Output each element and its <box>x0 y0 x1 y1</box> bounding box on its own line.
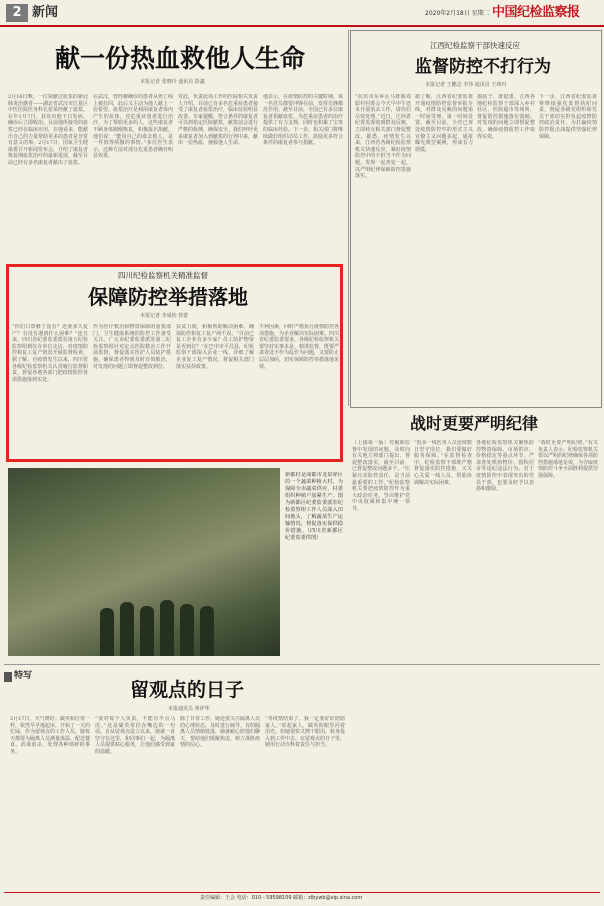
featured-byline: 本报记者 李成怡 侯蕾 <box>140 313 189 319</box>
right-story1-column-3: 摸底子、排隐患，江西各地纪检监察干部深入乡村社区、医院超市等场所，督促防控措施落实落细。对发现的问题立即督促整改，确保疫情防控工作取得实效。 <box>477 94 535 140</box>
photo-person <box>120 602 134 656</box>
right-story2-column-3: 各地纪检监察机关聚焦防控物资保障、市场供应、价格稳定等重点环节，严肃查处哄抬物价、囤积居奇等违纪违法行为。对于疫情防控中表现突出的党员干部，也要及时予以表扬和激励。 <box>476 440 534 493</box>
story1-column-2: 在武汉，曾经被确诊的患者从死亡线上被拉回，此后又主动为他人献上一份希望。血浆治疗是利用康复者体内产生的抗体，对危重症患者进行治疗。为了帮助更多的人，这些康复者不顾身体刚刚恢复，积极报名捐献，他们说：“能用自己的血去救人，是一件值得骄傲的事情。”多位医生表示，这种方法对部分危重患者确有明显效果。 <box>93 94 173 160</box>
footer-rule <box>4 892 600 893</box>
featured-kicker: 四川纪检监察机关精准监督 <box>118 271 208 280</box>
featured-column-3: 扶贫力度，积极帮助解决困难，确保防控和复工复产两不误。“目前已复工企业有多少家？员工防护物资是否到位？”在巴中市平昌县，纪检监察干部深入企业一线，详细了解企业复工复产情况，督促相关部门落实扶持政策。 <box>176 324 254 370</box>
right-story1-column-4: 下一步，江西省纪委监委将继续强化监督执纪问责，督促各级党组织和党员干部切实担负起疫情防控政治责任，为打赢疫情防控阻击战提供坚强纪律保障。 <box>539 94 597 140</box>
special-column-2: “要对每个人负责，不能有半点马虎。”这是碳英常挂在嘴边的一句话。自从留观点设立以来，她就一直坚守在这里，和同事们一起，为隔离人员提供贴心服务，让他们感受到家的温暖。 <box>95 716 175 755</box>
news-photo <box>8 468 280 656</box>
special-column-4: “等疫情结束了，我一定要好好陪陪家人。”说起家人，碳英的眼里闪着泪光。但她很快又擦干眼泪，转身投入到工作中去。在留观点的日子里，她用行动诠释着责任与担当。 <box>265 716 345 749</box>
right-story2-column-1: （上接第一版）对履职监督中发现的问题，及时向有关地方和部门提出，督促整改落实。截至目前，已督促整改问题多个。“压紧压实防控责任，是当前最重要的工作。”纪检监察机关要把疫情防控作为重大政治任务，坚决维护党中央权威和集中统一领导。 <box>352 440 410 512</box>
section-title: 新闻 <box>32 5 59 20</box>
special-column-1: 2月17日，天气晴好。碳英和往常一样，依然早早地起床，开始了一天的忙碌。作为留观点的工作人员，她每天都要为隔离人员测量体温、配送餐食、消毒消杀，处理各种琐碎的事务。 <box>10 716 90 755</box>
header-rule <box>0 25 604 27</box>
right-story1-column-1: “抗洪市东乡区马排镇邓聪村村委会今天早中午还未开展消杀工作，请你们尽快处理。”近日，江西省纪委监委收到群众反映，立即转交相关部门督促整改。据悉，疫情发生以来，江西省各级纪检监察机关快速反应，紧盯疫情防控中的不担当不作为问题，发现一起查处一起，以严明纪律保障防控措施落实。 <box>355 94 411 180</box>
right-story2-column-2: “很多一线医务人员连续数日坚守岗位，我们要做好服务保障。”在监督检查中，纪检监察干部既严格督促落实防控措施，又关心关爱一线人员，帮助协调解决实际困难。 <box>414 440 472 486</box>
special-tag-marker <box>4 672 12 682</box>
footer-info: 责任编辑：王会 电话：010－59598109 邮箱：zlbywb@vip.sina.com <box>200 895 363 901</box>
right-story1-title: 监督防控不打行为 <box>415 57 551 77</box>
column-divider <box>348 30 349 406</box>
right-story1-byline: 本报记者 王鹏志 李伟 通讯员 王靖玛 <box>425 82 507 88</box>
special-column-3: 除了日常工作，她还要关注隔离人员的心理状态，及时进行疏导。有的隔离人员情绪低落，她就耐心陪他们聊天，帮助他们缓解焦虑，树立战胜疫情的信心。 <box>180 716 260 749</box>
issue-date: 2020年2月18日 星期二 <box>425 10 490 17</box>
section-rule <box>4 664 600 665</box>
featured-title: 保障防控举措落地 <box>88 285 248 309</box>
story1-column-3: 对此，负责此项工作的医院相关负责人介绍，目前已有多名危重症患者接受了康复者血浆治疗，临床症状明显改善。专家提醒，符合条件的康复者可以到指定医院献浆，献浆前会进行严格的检测，确保安全。我们呼吁更多康复者加入到献浆的行列中来，献出一份热血，挽救他人生命。 <box>178 94 258 147</box>
right-story2-title: 战时更要严明纪律 <box>410 414 539 433</box>
photo-caption: 新都村是成都市龙泉驿区的一个蔬菜种植大村，为保障全市蔬菜供应，村委组织种植户加紧生产。图为新都区纪委监委派驻纪检监察组工作人员深入田间地头，了解蔬菜生产运输情况，督促落实保供稳价措施。（四川省新都区纪委监委供图） <box>285 472 343 541</box>
featured-column-2: 作为医疗救治和物资保障的重要部门，卫生健康系统的防控工作备受关注。广元市纪委监委派驻第二纪检监察组针对定点医院救治工作开展监督，督促落实医护人员防护措施，确保患者得到及时有效救治，对发现的问题立即督促整改到位。 <box>93 324 171 370</box>
photo-person <box>180 604 194 656</box>
photo-person <box>100 608 114 656</box>
story1-title: 献一份热血救他人生命 <box>55 44 306 73</box>
featured-column-1: “你们口罩够了没有？还要多久复产？有没有遇到什么困难？”连日来，四川省纪委监委派驻第五纪检监察组到驻在单位走访，对疫情防控和复工复产情况开展监督检查。据了解，自疫情发生以来，四川省各级纪检监察机关认真履行监督职责，督促各地各部门把疫情防控各项措施落到实处。 <box>12 324 88 383</box>
photo-person <box>200 606 214 656</box>
story1-column-4: 他表示，在疫情防控的关键时期，每一名党员都要冲锋在前，发挥先锋模范作用。截至目前，全国已有多位康复者捐献血浆，为危重症患者的治疗提供了有力支撑，同时也积累了宝贵的临床经验。下一步，相关部门将继续做好组织动员工作，鼓励更多符合条件的康复者参与捐献。 <box>263 94 343 147</box>
special-title: 留观点的日子 <box>130 679 245 701</box>
newspaper-logo: 中国纪检监察报 <box>492 5 580 20</box>
page-number: 2 <box>6 4 28 22</box>
photo-person <box>160 600 174 656</box>
featured-column-4: 不利因素，同时严格执行疫情防控各项措施，为企业解决实际困难。四川省纪委监委要求，各级纪检监察机关要坚持实事求是，精准监督，既要严肃查处不作为乱作为问题，又要防止层层加码，切实保障防控举措落地见效。 <box>259 324 339 370</box>
right-story1-column-2: 据了解，江西省纪委监委开通疫情防控监督举报专线，对群众反映的问题第一时间受理、第一时间处置。截至目前，全省已查处疫情防控中的形式主义官僚主义问题多起，通报曝光典型案例，形成有力震慑。 <box>415 94 473 153</box>
photo-person <box>140 606 154 656</box>
special-tag: 特写 <box>14 671 33 681</box>
story1-column-1: 2月16日晚，一位领献过血浆的新冠肺炎治愈者——湖北省武汉市江夏区中医医院医务科长张某经献了血浆。在年1月7日，获诊出他下日发病，确诊后立即收治。目前他所接受的血浆已经在临床应用，在他看来，能献出自己的力量帮助更多的患者是非常有意义的事。2月17日，国家卫生健康委召开新闻发布会，介绍了康复者恢复期血浆治疗的最新进展，截至目前已经有多名康复者献出了血浆。 <box>8 94 88 166</box>
right-story2-column-4: “战时更要严明纪律。”有关负责人表示，纪检监察机关要以严明的纪律确保各项防控措施落地见效，为夺取疫情防控斗争全面胜利提供坚强保障。 <box>538 440 598 479</box>
right-story1-kicker: 江西纪检监察干部快速反应 <box>430 41 520 50</box>
story1-byline: 本报记者 张晓玲 通讯员 彭鑫 <box>140 79 205 85</box>
special-byline: 本报通讯员 黄祥华 <box>168 706 210 712</box>
